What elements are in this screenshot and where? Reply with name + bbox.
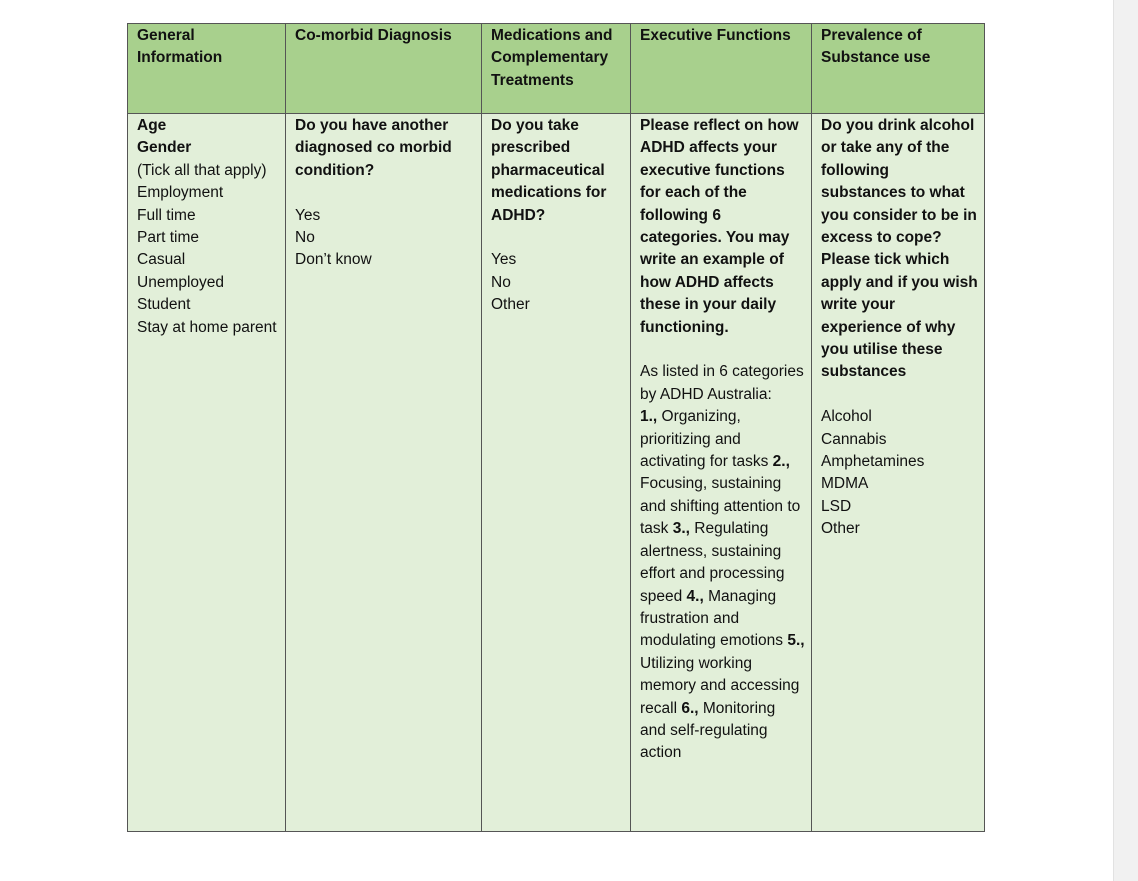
content-row (128, 114, 985, 832)
employment-option: Unemployed (137, 273, 225, 291)
category-number: 6., (681, 699, 699, 717)
category-text: Organizing, prioritizing and activating for tasks (640, 408, 773, 471)
executive-intro: As listed in 6 categories by ADHD Australia: (640, 363, 804, 403)
substance-option: Cannabis (821, 430, 887, 448)
category-number: 3., (672, 520, 690, 538)
category-number: 2., (772, 453, 790, 471)
medications-option: Other (491, 296, 530, 314)
employment-option: Casual (137, 251, 186, 269)
category-text: Monitoring and self-regulating action (640, 699, 776, 762)
substance-option: LSD (821, 497, 852, 515)
header-substance-use: Prevalence of Substance use (812, 24, 985, 114)
age-label: Age (137, 117, 167, 134)
executive-functions-cell (631, 114, 812, 832)
employment-option: Full time (137, 206, 196, 224)
category-text: Managing frustration and modulating emotions (640, 587, 788, 650)
category-number: 5., (787, 632, 805, 650)
category-number: 1., (640, 408, 658, 426)
header-executive-functions: Executive Functions (631, 24, 812, 114)
medications-question: Do you take prescribed pharmaceutical medications for ADHD? (491, 117, 607, 224)
gender-note: (Tick all that apply) (137, 161, 267, 179)
employment-option: Stay at home parent (137, 318, 277, 336)
executive-categories (640, 408, 805, 761)
header-comorbid-diagnosis: Co-morbid Diagnosis (286, 24, 482, 114)
category-text: Regulating alertness, sustaining effort and processing speed (640, 520, 785, 605)
comorbid-question: Do you have another diagnosed co morbid condition? (295, 117, 452, 179)
comorbid-option: No (295, 229, 315, 247)
substance-use-cell (812, 114, 985, 832)
category-number: 4., (686, 587, 704, 605)
general-information-cell (128, 114, 286, 832)
medications-cell (482, 114, 631, 832)
survey-table (127, 23, 985, 832)
header-row (128, 24, 985, 114)
header-medications: Medications and Complementary Treatments (482, 24, 631, 114)
employment-label: Employment (137, 184, 224, 202)
medications-option: Yes (491, 251, 517, 269)
category-text: Focusing, sustaining and shifting attention to task (640, 475, 801, 538)
scrollbar-track[interactable] (1113, 0, 1138, 881)
comorbid-cell (286, 114, 482, 832)
substance-option: MDMA (821, 475, 869, 493)
employment-option: Part time (137, 229, 200, 247)
substance-option: Amphetamines (821, 453, 925, 471)
employment-option: Student (137, 296, 191, 314)
gender-label: Gender (137, 139, 192, 157)
medications-option: No (491, 273, 511, 291)
substance-option: Alcohol (821, 408, 872, 426)
category-text: Utilizing working memory and accessing recall (640, 654, 800, 717)
substance-option: Other (821, 520, 860, 538)
comorbid-option: Don’t know (295, 251, 372, 269)
header-general-information: General Information (128, 24, 286, 114)
substance-question: Do you drink alcohol or take any of the following substances to what you consider to be in excess to cope? Please tick which apply and if you wish write your experience of why you utilise these substances (821, 117, 978, 381)
executive-question: Please reflect on how ADHD affects your executive functions for each of the following 6 categories. You may write an example of how ADHD affects these in your daily functioning. (640, 117, 799, 336)
comorbid-option: Yes (295, 206, 321, 224)
